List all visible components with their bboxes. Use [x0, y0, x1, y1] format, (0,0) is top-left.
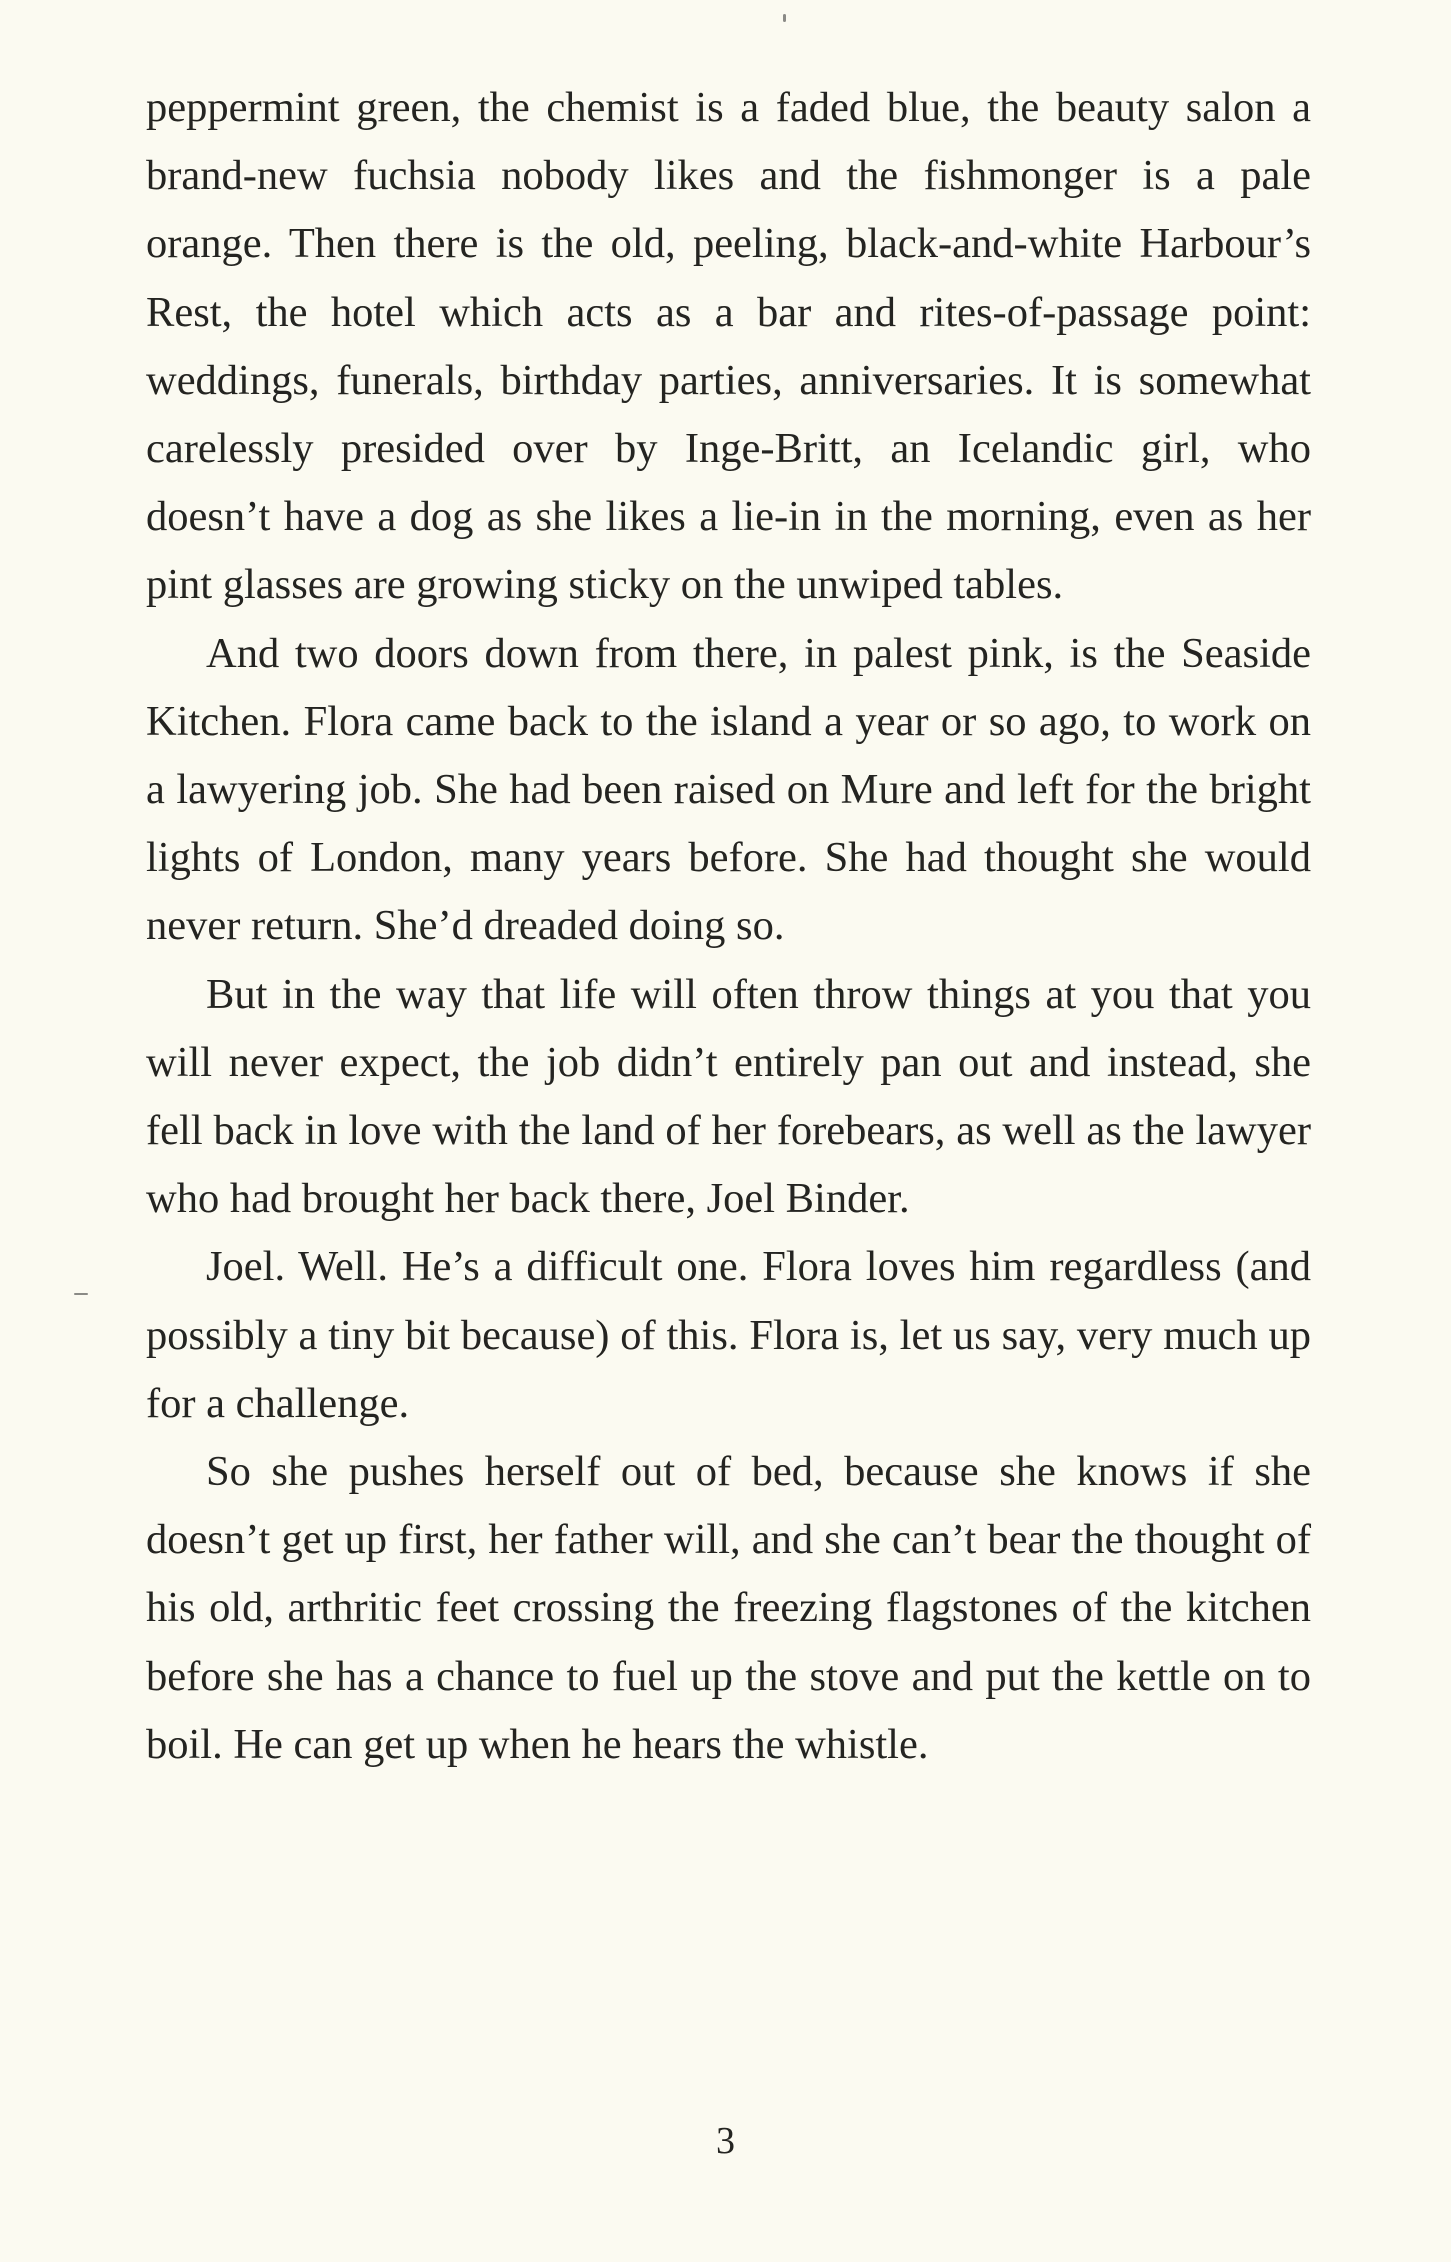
- paragraph: peppermint green, the chemist is a faded blue, the beauty salon a brand-new fuchsia nobody likes and the fishmonger is a pale orange. Then there is the old, peeling, black-and-white Harbour’s Rest, the hotel which acts as a bar and rites-of-passage point: weddings, funerals, birthday parties, anniversaries. It is somewhat carelessly presided over by Inge-Britt, an Icelandic girl, who doesn’t have a dog as she likes a lie-in in the morning, even as her pint glasses are growing sticky on the unwiped tables.: [146, 84, 1311, 609]
- scan-speck: [74, 1293, 88, 1295]
- paragraph: Joel. Well. He’s a difficult one. Flora loves him regardless (and possibly a tiny bit because) of this. Flora is, let us say, very much up for a challenge.: [146, 1243, 1311, 1427]
- paragraph: And two doors down from there, in palest pink, is the Seaside Kitchen. Flora came back to the island a year or so ago, to work on a lawyering job. She had been raised on Mure and left for the bright lights of London, many years before. She had thought she would never return. She’d dreaded doing so.: [146, 629, 1311, 950]
- paragraph: So she pushes herself out of bed, because she knows if she doesn’t get up first, her father will, and she can’t bear the thought of his old, arthritic feet crossing the freezing flagstones of the kitchen before she has a chance to fuel up the stove and put the kettle on to boil. He can get up when he hears the whistle.: [146, 1448, 1311, 1768]
- page-number: 3: [716, 2120, 735, 2162]
- paragraph: But in the way that life will often throw things at you that you will never expect, the job didn’t entirely pan out and instead, she fell back in love with the land of her forebears, as well as the lawyer who had brought her back there, Joel Binder.: [146, 970, 1311, 1223]
- body-text: [146, 74, 1311, 1779]
- scan-speck: [783, 14, 786, 22]
